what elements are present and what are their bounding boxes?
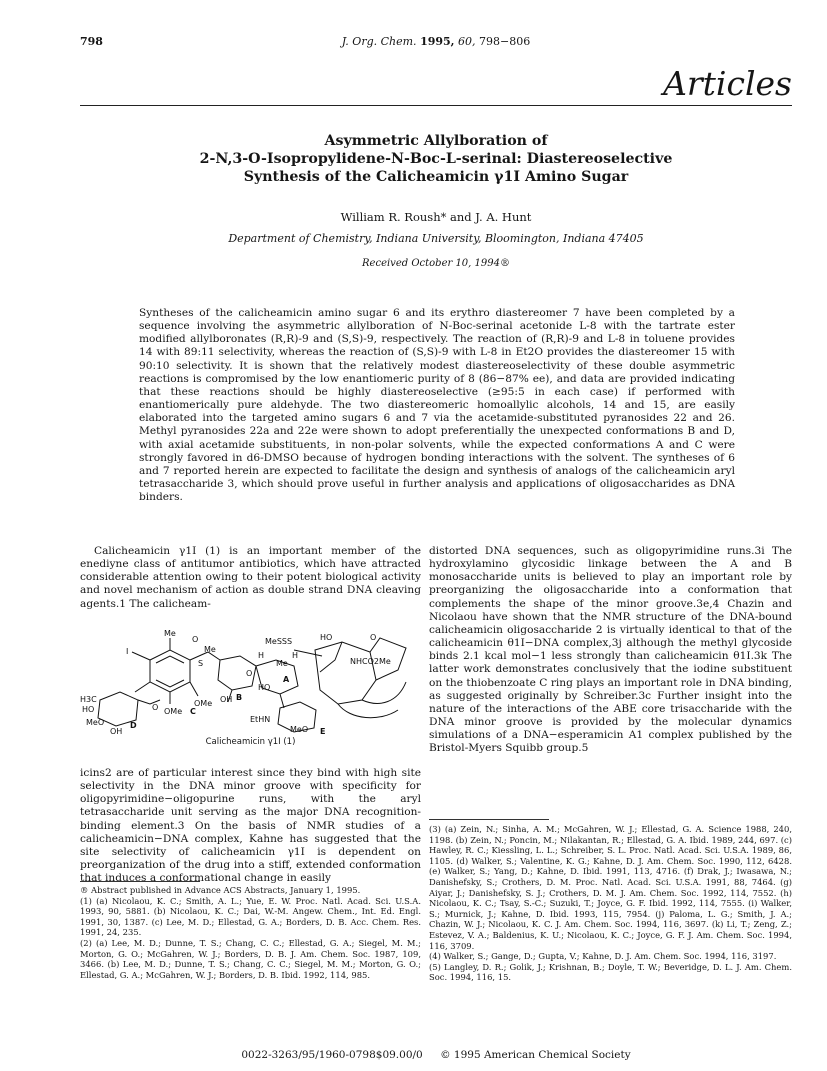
label-ring-d: D	[130, 721, 137, 730]
abstract-text: Syntheses of the calicheamicin amino sugar 6 and its erythro diastereomer 7 have been completed by a sequence involving the asymmetric allylboration of N-Boc-serinal acetonide L-8 with the tartrate ester modified allylboronates (R,R)-9 and (S,S)-9, respectively. The reaction of (R,R)-9 and L-8 in toluene provides 14 with 89:11 selectivity, whereas the reaction of (S,S)-9 with L-8 in Et2O provides the diastereomer 15 with 90:10 selectivity. It is shown that the relatively modest diastereoselectivity of these double asymmetric reactions is compromised by the low enantiomeric purity of 8 (86−87% ee), and data are provided indicating that these reactions should be highly diastereoselective (≥95:5 in each case) if performed with enantiomerically pure aldehyde. The two diastereomeric homoallylic alcohols, 14 and 15, are easily elaborated into the targeted amino sugars 6 and 7 via the acetamide-substituted pyranosides 22 and 26. Methyl pyranosides 22a and 22e were shown to adopt preferentially the unexpected conformations B and D, with axial acetamide substituents, in non-polar solvents, while the expected conformations A and C were strongly favored in d6-DMSO because of hydrogen bonding interactions with the solvent. The syntheses of 6 and 7 reported herein are expected to facilitate the design and synthesis of analogs of the calicheamicin aryl tetrasaccharide 3, which should prove useful in further analysis and applications of oligosaccharides as DNA binders.	[139, 307, 735, 504]
label-o-left: O	[192, 635, 199, 644]
page-number: 798	[80, 35, 103, 48]
label-o-c: O	[152, 703, 159, 712]
issn-code: 0022-3263/95/1960-0798$09.00/0	[241, 1049, 423, 1061]
header-rule	[80, 105, 792, 106]
label-ring-c: C	[190, 707, 196, 716]
received-date: Received October 10, 1994®	[362, 258, 510, 269]
copyright: © 1995 American Chemical Society	[440, 1049, 631, 1061]
label-me-2: Me	[204, 645, 216, 654]
label-ho-top: HO	[320, 633, 333, 642]
label-o-mid: O	[246, 669, 253, 678]
footnote-2: (2) (a) Lee, M. D.; Dunne, T. S.; Chang, C. C.; Ellestad, G. A.; Siegel, M. M.; Morton, G. O.; McGahren, W. J.; Borders, D. B. J. Am. Chem. Soc. 1987, 109, 3466. (b) Lee, M. D.; Dunne, T. S.; Chang, C. C.; Siegel, M. M.; Morton, G. O.; Ellestad, G. A.; McGahren, W. J.; Borders, D. B. Ibid. 1992, 114, 985.	[80, 937, 421, 980]
label-me-3: Me	[276, 659, 288, 668]
label-o-top: O	[370, 633, 377, 642]
abstract	[139, 307, 735, 504]
journal-volume: 60,	[458, 35, 476, 48]
page-footer	[80, 1049, 792, 1061]
title-line-3: Synthesis of the Calicheamicin γ1I Amino Sugar	[243, 169, 629, 185]
title-line-2: 2-N,3-O-Isopropylidene-N-Boc-L-serinal: Diastereoselective	[199, 151, 673, 167]
footnote-abstract: ® Abstract published in Advance ACS Abstracts, January 1, 1995.	[80, 885, 361, 895]
label-ome: OMe	[194, 699, 213, 708]
footnotes-right	[429, 824, 792, 983]
label-ring-a: A	[283, 675, 290, 684]
running-header	[80, 35, 792, 51]
footnotes-left	[80, 885, 421, 980]
label-i: I	[126, 647, 129, 656]
label-oh: OH	[220, 695, 233, 704]
label-ome-2: OMe	[164, 707, 183, 716]
journal-citation	[80, 35, 792, 48]
title-line-1: Asymmetric Allylboration of	[324, 133, 548, 149]
footnote-1: (1) (a) Nicolaou, K. C.; Smith, A. L.; Yue, E. W. Proc. Natl. Acad. Sci. U.S.A. 1993, 90, 5881. (b) Nicolaou, K. C.; Dai, W.-M. Angew. Chem., Int. Ed. Engl. 1991, 30, 1387. (c) Lee, M. D.; Ellestad, G. A.; Borders, D. B. Acc. Chem. Res. 1991, 24, 235.	[80, 895, 421, 938]
right-column-body	[429, 545, 792, 756]
left-column-continued	[80, 767, 421, 885]
label-ethn: EtHN	[250, 715, 271, 724]
label-ho-mid: HO	[258, 683, 271, 692]
left-column-intro	[80, 545, 421, 611]
footnote-rule-right	[429, 819, 549, 820]
label-meo: MeO	[86, 718, 105, 727]
label-nhco2me: NHCO2Me	[350, 657, 391, 666]
label-ring-e: E	[320, 727, 326, 735]
journal-pages: 798−806	[479, 35, 531, 48]
label-h-2: H	[292, 651, 299, 660]
affiliation: Department of Chemistry, Indiana University, Bloomington, Indiana 47405	[228, 232, 644, 245]
footnote-rule-left	[80, 881, 200, 882]
footnote-4: (4) Walker, S.; Gange, D.; Gupta, V.; Kahne, D. J. Am. Chem. Soc. 1994, 116, 3197.	[429, 951, 777, 962]
journal-year: 1995,	[420, 35, 455, 48]
label-messs: MeSSS	[265, 637, 293, 646]
label-ring-b: B	[236, 693, 243, 702]
journal-name: J. Org. Chem.	[341, 35, 417, 48]
footnote-3: (3) (a) Zein, N.; Sinha, A. M.; McGahren, W. J.; Ellestad, G. A. Science 1988, 240, 1198. (b) Zein, N.; Poncin, M.; Nilakantan, R.; Ellestad, G. A. Ibid. 1989, 244, 697. (c) Hawley, R. C.; Kiessling, L. L.; Schreiber, S. L. Proc. Natl. Acad. Sci. U.S.A. 1989, 86, 1105. (d) Walker, S.; Valentine, K. G.; Kahne, D. J. Am. Chem. Soc. 1990, 112, 6428. (e) Walker, S.; Yang, D.; Kahne, D. Ibid. 1991, 113, 4716. (f) Drak, J.; Iwasawa, N.; Danishefsky, S.; Crothers, D. M. Proc. Natl. Acad. Sci. U.S.A. 1991, 88, 7464. (g) Aiyar, J.; Danishefsky, S. J.; Crothers, D. M. J. Am. Chem. Soc. 1992, 114, 7552. (h) Nicolaou, K. C.; Tsay, S.-C.; Suzuki, T.; Joyce, G. F. Ibid. 1992, 114, 7555. (i) Walker, S.; Murnick, J.; Kahne, D. Ibid. 1993, 115, 7954. (j) Paloma, L. G.; Smith, J. A.; Chazin, W. J.; Nicolaou, K. C. J. Am. Chem. Soc. 1994, 116, 3697. (k) Li, T.; Zeng, Z.; Estevez, V. A.; Baldenius, K. U.; Nicolaou, K. C.; Joyce, G. F. J. Am. Chem. Soc. 1994, 116, 3709.	[429, 824, 792, 951]
label-h: H	[258, 651, 265, 660]
footnote-5: (5) Langley, D. R.; Golik, J.; Krishnan, B.; Doyle, T. W.; Beveridge, D. L. J. Am. Chem. Soc. 1994, 116, 15.	[429, 961, 792, 983]
author-list: William R. Roush* and J. A. Hunt	[340, 210, 532, 224]
continued-paragraph: icins2 are of particular interest since they bind with high site selectivity in the DNA minor groove with specificity for oligopyrimidine−oligopurine runs, with the aryl tetrasaccharide unit serving as the major DNA recognition-binding element.3 On the basis of NMR studies of a calicheamicin−DNA complex, Kahne has suggested that the site selectivity of calicheamicin γ1I is dependent on preorganization of the drug into a stiff, extended conformation that induces a conformational change in easily	[80, 767, 421, 885]
label-s: S	[198, 659, 204, 668]
right-paragraph: distorted DNA sequences, such as oligopyrimidine runs.3i The hydroxylamino glycosidic linkage between the A and B monosaccharide units is believed to play an important role by preorganizing the oligosaccharide into a conformation that complements the shape of the minor groove.3e,4 Chazin and Nicolaou have shown that the NMR structure of the DNA-bound calicheamicin oligosaccharide 2 is virtually identical to that of the calicheamicin θ1I−DNA complex,3j although the methyl glycoside binds 2.1 kcal mol−1 less strongly than calicheamicin θ1I.3k The latter work demonstrates conclusively that the iodine substituent on the thiobenzoate C ring plays an important role in DNA binding, as suggested originally by Schreiber.3c Further insight into the nature of the interactions of the ABE core trisaccharide with the DNA minor groove is provided by the molecular dynamics simulations of a DNA−esperamicin A1 complex published by the Bristol-Myers Squibb group.5	[429, 545, 792, 755]
label-h3c: H3C	[80, 695, 97, 704]
article-title	[100, 132, 772, 186]
figure-caption: Calicheamicin γ1I (1)	[205, 737, 296, 747]
label-ho-d: HO	[82, 705, 95, 714]
label-oh-2: OH	[110, 727, 123, 735]
label-me-left: Me	[164, 630, 176, 638]
section-title: Articles	[663, 64, 792, 103]
label-meo-2: MeO	[290, 725, 309, 734]
intro-paragraph: Calicheamicin γ1I (1) is an important member of the enediyne class of antitumor antibiotics, which have attracted considerable attention owing to their potent biological activity and novel mechanism of action as double strand DNA cleaving agents.1 The calicheam-	[80, 545, 421, 610]
structure-drawing	[80, 630, 421, 735]
